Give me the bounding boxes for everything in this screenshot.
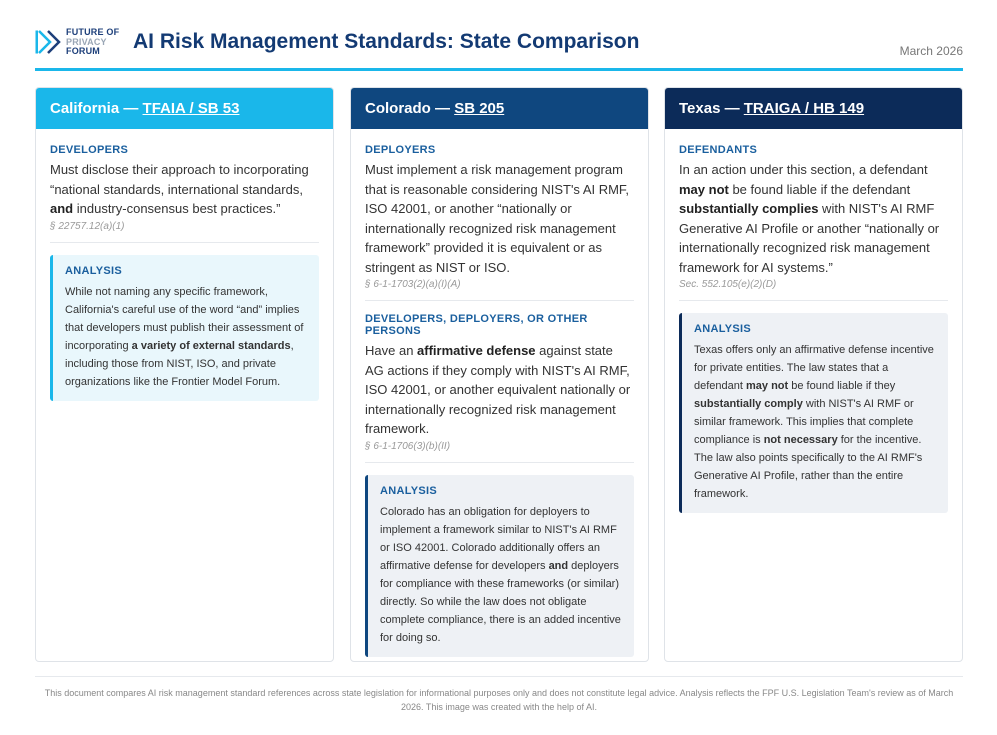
section-label: DEVELOPERS, DEPLOYERS, OR OTHER PERSONS	[365, 313, 588, 337]
statute-citation: Sec. 552.105(e)(2)(D)	[679, 279, 777, 290]
state-name: Texas	[679, 100, 721, 117]
california-law-link[interactable]: TFAIA / SB 53	[142, 100, 240, 117]
texas-card-header: Texas — TRAIGA / HB 149	[665, 88, 962, 129]
page-header	[35, 22, 963, 70]
logo-wordmark: FUTURE OF PRIVACY FORUM	[66, 27, 120, 56]
statute-citation: § 6-1-1706(3)(b)(II)	[365, 440, 451, 452]
analysis-label: ANALYSIS	[380, 484, 438, 497]
california-card-header: California — TFAIA / SB 53	[36, 88, 333, 129]
fpf-logo	[35, 28, 125, 58]
publication-date: March 2026	[899, 44, 963, 58]
california-card	[35, 87, 334, 662]
analysis-text: While not naming any specific framework, California's careful use of the word “and” implies that developers must publish their assessment of incorporating a variety of external standards, including those from NIST, ISO, and private organizations like the Frontier Model Forum.	[65, 285, 304, 388]
divider	[365, 462, 634, 463]
analysis-box	[679, 313, 948, 513]
section-text: Must disclose their approach to incorporating “national standards, international standards, and industry-consensus best practices.”	[50, 162, 309, 216]
statute-citation: § 22757.12(a)(1)	[50, 220, 125, 232]
analysis-text: Colorado has an obligation for deployers to implement a framework similar to NIST's AI RMF or ISO 42001. Colorado additionally offers an affirmative defense for developers and deployers for compliance with these frameworks (or similar) directly. So while the law does not obligate complete compliance, there is an added incentive for doing so.	[380, 505, 621, 644]
texas-card	[664, 87, 963, 662]
analysis-label: ANALYSIS	[694, 323, 752, 335]
state-name: California	[50, 100, 120, 117]
texas-law-link[interactable]: TRAIGA / HB 149	[743, 100, 865, 117]
section-label: DEFENDANTS	[679, 144, 758, 156]
footer-divider	[35, 676, 963, 677]
page-title: AI Risk Management Standards: State Comparison	[133, 30, 640, 53]
state-name: Colorado	[365, 100, 431, 117]
analysis-text: Texas offers only an affirmative defense incentive for private entities. The law states that a defendant may not be found liable if they substantially comply with NIST's AI RMF or similar framework. This implies that complete compliance is not necessary for the incentive. The law also points specifically to the AI RMF's Generative AI Profile, rather than the entire framework.	[694, 344, 934, 500]
divider	[679, 300, 948, 301]
section-label: DEPLOYERS	[365, 144, 436, 156]
section-text: Must implement a risk management program that is reasonable considering NIST's AI RMF, ISO 42001, or another “nationally or internationally recognized risk management framework” provided it is equivalent or as stringent as NIST or ISO.	[365, 162, 630, 275]
colorado-card-header: Colorado — SB 205	[351, 88, 648, 129]
section-label: DEVELOPERS	[50, 144, 129, 156]
colorado-card	[350, 87, 649, 662]
fast-forward-logo-icon	[35, 30, 63, 54]
analysis-box	[365, 475, 634, 657]
analysis-label: ANALYSIS	[65, 264, 123, 277]
disclaimer-footer: This document compares AI risk management standard references across state legislation for informational purposes only and does not constitute legal advice. Analysis reflects the FPF U.S. Legislation Team's review as of March 2026. This image was created with the help of AI.	[44, 688, 954, 712]
header-divider	[35, 68, 963, 71]
divider	[365, 300, 634, 301]
colorado-law-link[interactable]: SB 205	[454, 100, 505, 117]
divider	[50, 242, 319, 243]
analysis-box	[50, 255, 319, 401]
statute-citation: § 6-1-1703(2)(a)(I)(A)	[365, 279, 461, 290]
section-text: In an action under this section, a defendant may not be found liable if the defendant substantially complies with NIST's AI RMF Generative AI Profile or another “nationally or internationally recognized risk management framework for AI systems.”	[679, 162, 940, 275]
section-text: Have an affirmative defense against state AG actions if they comply with NIST's AI RMF, ISO 42001, or another equivalent nationally or internationally recognized risk management framework.	[365, 343, 631, 436]
